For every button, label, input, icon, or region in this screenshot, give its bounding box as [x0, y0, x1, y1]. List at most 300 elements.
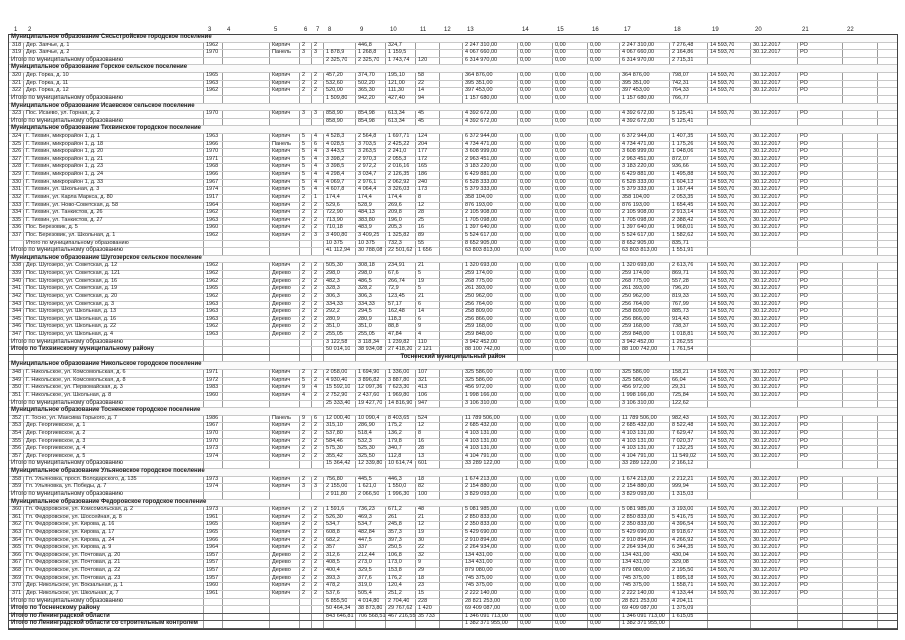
column-number: 12	[444, 27, 451, 33]
table-cell: 1 382 371 955,00	[465, 620, 508, 627]
table-cell: РО	[800, 506, 808, 513]
table-cell: 14 593,70	[710, 559, 735, 566]
table-cell: Г. Тихвин, микрорайон 1, д. 24	[26, 171, 104, 178]
table-cell: 15	[418, 589, 425, 596]
table-cell: 0,00	[590, 239, 601, 246]
table-cell: 478,2	[326, 582, 340, 589]
table-cell: 2	[314, 79, 318, 86]
table-cell: 14 593,70	[710, 589, 735, 596]
total-title: Итого по Тосненскому району	[11, 605, 100, 612]
table-cell: 1962	[206, 277, 219, 284]
table-cell: 350	[12, 384, 22, 391]
table-cell: 334,33	[326, 300, 343, 307]
table-cell: 30.12.2017	[753, 437, 781, 444]
table-cell: 2	[302, 201, 306, 208]
table-cell: 0,00	[555, 163, 566, 170]
table-cell: 1 315,03	[672, 490, 694, 497]
table-cell: 9	[302, 414, 306, 421]
table-cell: 30.12.2017	[753, 140, 781, 147]
table-cell: Кирпич	[272, 171, 291, 178]
table-cell: 30.12.2017	[753, 79, 781, 86]
table-cell: 298,0	[358, 270, 372, 277]
table-cell: 537,80	[326, 430, 343, 436]
table-cell: РО	[800, 369, 808, 376]
table-cell: 0,00	[590, 323, 601, 330]
table-cell: 5 416,75	[672, 513, 694, 520]
table-cell: 50 014,10	[326, 346, 351, 353]
column-number: 13	[467, 27, 474, 33]
table-cell: 0,00	[590, 338, 601, 345]
table-cell: 2	[314, 323, 318, 330]
table-cell: Пос. Шугозеро, ул. Школьная, д. 22	[26, 323, 117, 330]
section-title: Муниципальное образование Исаевское сельское поселение	[11, 102, 195, 109]
table-cell: 165	[418, 163, 428, 170]
table-cell: РО	[800, 41, 808, 48]
table-cell: 0,00	[555, 72, 566, 79]
table-cell: 2	[314, 300, 318, 307]
table-cell: 0,00	[590, 277, 601, 284]
table-cell: 2	[302, 521, 306, 528]
table-cell: 2 053,35	[672, 193, 694, 200]
table-cell: 175,2	[388, 422, 402, 429]
table-cell: 349	[12, 376, 22, 383]
table-cell: РО	[800, 270, 808, 277]
table-cell: 338	[12, 262, 22, 269]
table-cell: Дерево	[272, 551, 291, 558]
table-cell: 0,00	[590, 193, 601, 200]
table-cell: 30.12.2017	[753, 536, 781, 543]
table-cell: 0,00	[590, 422, 601, 429]
table-cell: 341	[12, 285, 22, 292]
table-cell: 0,00	[555, 41, 566, 48]
table-cell: 4 064,4	[358, 186, 377, 193]
table-cell: 2	[302, 544, 306, 551]
table-cell: 2 155,00	[326, 483, 348, 490]
table-cell: 9	[302, 384, 306, 391]
table-cell: 5 081 985,00	[465, 506, 498, 513]
table-cell: 319	[12, 49, 22, 56]
table-cell: 0,00	[520, 612, 531, 619]
table-cell: 3	[314, 110, 318, 117]
table-cell: 1962	[206, 323, 219, 330]
subtotal-title: Итого по муниципальному образованию	[11, 338, 124, 345]
table-cell: 3 942 452,00	[465, 338, 498, 345]
table-cell: 2 154 880,00	[465, 483, 498, 490]
table-cell: 347	[12, 331, 22, 337]
table-cell: 1965	[206, 72, 219, 79]
table-cell: 520,00	[326, 87, 343, 94]
table-cell: 1 159,5	[388, 49, 407, 56]
table-cell: 205,3	[388, 224, 402, 231]
table-cell: 357	[12, 452, 22, 459]
table-cell: 14 593,70	[710, 171, 735, 178]
table-cell: 456 972,00	[465, 384, 493, 391]
table-cell: 1961	[206, 513, 219, 520]
table-cell: РО	[800, 430, 808, 436]
table-cell: 329,5	[358, 567, 372, 574]
table-cell: Пос. Березовик, д. 5	[26, 224, 78, 231]
table-cell: 0,00	[590, 529, 601, 535]
table-cell: Гп. Федоровское, ул. Почтовая, д. 23	[26, 574, 121, 581]
table-cell: РО	[800, 536, 808, 543]
total-title: Итого по Ленинградской области	[11, 612, 110, 619]
table-cell: 0,00	[555, 285, 566, 292]
table-cell: 1 382 371 955,00	[622, 620, 665, 627]
table-cell: 0,00	[555, 513, 566, 520]
table-cell: Г. Тихвин, ул. Ново-Советская, д. 58	[26, 201, 119, 208]
table-cell: 1 968,01	[672, 224, 694, 231]
table-cell: Гп. Федоровское, ул. Почтовая, д. 21	[26, 559, 121, 566]
table-cell: Кирпич	[272, 430, 291, 436]
table-cell: 21	[418, 292, 425, 299]
table-cell: РО	[800, 483, 808, 490]
table-cell: 2	[314, 589, 318, 596]
table-cell: 1 325,82	[388, 232, 410, 238]
table-cell: 0,00	[590, 247, 601, 254]
table-cell: 30.12.2017	[753, 171, 781, 178]
table-cell: 0,00	[590, 490, 601, 497]
table-cell: 0,00	[590, 155, 601, 162]
table-cell: 0,00	[520, 239, 531, 246]
table-cell: 1964	[206, 544, 219, 551]
table-cell: 3 829 093,00	[622, 490, 655, 497]
table-cell: 876 193,00	[465, 201, 493, 208]
table-cell: 30.12.2017	[753, 292, 781, 299]
table-cell: 4	[314, 178, 318, 185]
table-cell: 2	[314, 559, 318, 566]
table-cell: Кирпич	[272, 133, 291, 139]
section-title: Муниципальное образование Ульяновское городское поселение	[11, 468, 205, 475]
table-cell: 30.12.2017	[753, 133, 781, 139]
subtotal-title: Итого по муниципальному образованию	[11, 56, 124, 63]
table-cell: 745 375,00	[465, 574, 493, 581]
table-cell: 2 913,14	[672, 209, 694, 216]
table-cell: 14 593,70	[710, 422, 735, 429]
table-cell: 383,80	[358, 216, 375, 223]
table-cell: 0,00	[520, 521, 531, 528]
table-cell: 0,00	[555, 582, 566, 589]
table-cell: 4 103 131,00	[465, 430, 498, 436]
table-cell: 351	[12, 391, 22, 398]
table-cell: 256 764,00	[622, 300, 650, 307]
table-cell: Кирпич	[272, 232, 291, 238]
table-cell: Г. Тихвин, микрорайон 1, д. 20	[26, 148, 104, 155]
table-cell: 0,00	[590, 133, 601, 139]
table-cell: 1 558,71	[672, 582, 694, 589]
table-cell: 0,00	[590, 430, 601, 436]
table-cell: 318	[12, 41, 22, 48]
table-cell: 2	[302, 270, 306, 277]
table-cell: 766,77	[672, 94, 689, 101]
table-cell: 2	[314, 391, 318, 398]
table-cell: 2	[302, 567, 306, 574]
table-cell: 14 593,70	[710, 582, 735, 589]
table-cell: 2	[314, 270, 318, 277]
column-number: 2	[28, 27, 32, 33]
table-cell: 351,0	[358, 323, 372, 330]
table-cell: 268 775,00	[465, 277, 493, 284]
table-cell: 835,71	[672, 239, 689, 246]
table-cell: 2 911,80	[326, 490, 348, 497]
table-cell: 2 715,31	[672, 56, 694, 63]
table-cell: Кирпич	[272, 87, 291, 94]
table-cell: 1972	[206, 376, 219, 383]
table-cell: 456 972,00	[622, 384, 650, 391]
table-cell: 6 372 944,00	[465, 133, 498, 139]
table-cell: 0,00	[590, 224, 601, 231]
table-cell: 110	[418, 338, 427, 345]
table-cell: 671,2	[388, 506, 402, 513]
table-cell: 363	[12, 529, 22, 535]
table-cell: 0,00	[520, 331, 531, 337]
table-cell: 1 895,18	[672, 574, 694, 581]
table-cell: 1963	[206, 331, 219, 337]
table-cell: 177	[418, 148, 428, 155]
table-cell: 328	[12, 163, 22, 170]
table-cell: 14 593,70	[710, 574, 735, 581]
table-cell: 228	[418, 597, 428, 604]
table-cell: 2 970,3	[358, 155, 377, 162]
table-cell: 30.12.2017	[753, 209, 781, 216]
table-cell: 10 614,74	[388, 460, 413, 467]
table-cell: Кирпич	[272, 79, 291, 86]
table-cell: 4 014,80	[358, 597, 380, 604]
table-cell: 0,00	[590, 460, 601, 467]
total-title: Итого по Ленинградской области со строительным контролем	[11, 620, 198, 627]
table-cell: 2 247 310,00	[465, 41, 498, 48]
table-cell: 0,00	[520, 346, 531, 353]
table-cell: 45	[418, 110, 425, 117]
subtotal-title: Итого по муниципальному образованию	[11, 490, 124, 497]
table-cell: 0,00	[555, 193, 566, 200]
table-cell: 1 346 091 713,00	[465, 612, 508, 619]
table-cell: 2 910 894,00	[622, 536, 655, 543]
table-cell: 1983	[206, 384, 219, 391]
table-cell: 2	[302, 475, 306, 482]
table-cell: Г. Тихвин, микрорайон 1, д. 23	[26, 163, 104, 170]
table-cell: 14 593,70	[710, 567, 735, 574]
table-cell: 0,00	[520, 384, 531, 391]
table-cell: Дерево	[272, 292, 291, 299]
table-cell: 1 604,13	[672, 178, 694, 185]
table-cell: РО	[800, 445, 808, 452]
table-cell: 1 878,9	[326, 49, 345, 56]
table-cell: 756,80	[326, 475, 343, 482]
table-cell: 3 942 452,00	[622, 338, 655, 345]
table-cell: 0,00	[590, 110, 601, 117]
table-cell: 12	[418, 422, 425, 429]
table-cell: 30.12.2017	[753, 414, 781, 421]
table-cell: 2	[314, 445, 318, 452]
table-cell: РО	[800, 475, 808, 482]
table-cell: 613,34	[388, 110, 405, 117]
table-cell: 0,00	[520, 133, 531, 139]
table-cell: 4 103 131,00	[622, 430, 655, 436]
table-cell: 2 105 908,00	[622, 209, 655, 216]
table-cell: 0,00	[520, 445, 531, 452]
table-cell: 2	[314, 201, 318, 208]
table-cell: 14 593,70	[710, 224, 735, 231]
table-cell: 174,4	[358, 193, 372, 200]
table-cell: 0,00	[555, 262, 566, 269]
table-cell: 328,3	[326, 285, 340, 292]
table-cell: 63 803 813,00	[465, 247, 501, 254]
table-cell: 1 018,81	[672, 331, 694, 337]
table-cell: 0,00	[555, 414, 566, 421]
table-cell: 3 398,5	[326, 163, 345, 170]
table-cell: Дер. Никольское, ул. Вокзальная, д. 1	[26, 582, 124, 589]
table-cell: Пос. Шугозеро, ул. Советская, д. 3	[26, 300, 114, 307]
table-cell: РО	[800, 589, 808, 596]
table-cell: 2	[302, 72, 306, 79]
table-cell: 397,3	[388, 536, 402, 543]
table-cell: 172	[418, 155, 428, 162]
table-cell: 18	[418, 475, 425, 482]
table-cell: 1962	[206, 262, 219, 269]
table-cell: Кирпич	[272, 155, 291, 162]
table-cell: 14 593,70	[710, 178, 735, 185]
table-cell: Гп. Федоровское, ул. Кирова, д. 16	[26, 521, 115, 528]
table-cell: 0,00	[590, 399, 601, 406]
table-cell: 256 866,00	[622, 315, 650, 322]
table-cell: 2	[314, 285, 318, 292]
table-cell: 2	[314, 422, 318, 429]
table-cell: 2 222 140,00	[465, 589, 498, 596]
table-cell: 325,50	[358, 452, 375, 459]
table-cell: 312,6	[326, 551, 340, 558]
table-cell: 0,00	[520, 338, 531, 345]
table-cell: 14 593,70	[710, 300, 735, 307]
table-cell: 195,10	[388, 72, 405, 79]
section-title: Муниципальное образование Никольское городское поселение	[11, 361, 202, 368]
table-cell: 315,10	[326, 422, 343, 429]
table-cell: 2 910 894,00	[465, 536, 498, 543]
table-cell: 2	[302, 315, 306, 322]
table-cell: 0,00	[590, 483, 601, 490]
table-cell: 8 522,48	[672, 422, 694, 429]
table-cell: 2	[302, 79, 306, 86]
table-cell: 4	[314, 133, 318, 139]
table-cell: Кирпич	[272, 536, 291, 543]
table-cell: 30.12.2017	[753, 285, 781, 292]
table-cell: 1973	[206, 475, 219, 482]
table-cell: Кирпич	[272, 422, 291, 429]
table-cell: 736,23	[358, 506, 375, 513]
table-row	[9, 233, 897, 241]
table-cell: 0,00	[555, 209, 566, 216]
table-cell: 30.12.2017	[753, 323, 781, 330]
table-cell: 2 066,50	[358, 490, 380, 497]
table-cell: 5 379 333,00	[465, 186, 498, 193]
section-title: Муниципальное образование Тосненское городское поселение	[11, 407, 201, 414]
table-cell: 2	[314, 544, 318, 551]
table-cell: Дерево	[272, 323, 291, 330]
district-title: Тосненский муниципальный район	[400, 353, 506, 360]
table-cell: 30.12.2017	[753, 110, 781, 117]
table-cell: 14 593,70	[710, 391, 735, 398]
table-cell: 0,00	[520, 544, 531, 551]
table-cell: 0,00	[555, 620, 566, 627]
table-cell: 0,00	[520, 209, 531, 216]
table-cell: 0,00	[590, 567, 601, 574]
table-cell: 342	[12, 292, 22, 299]
table-cell: 0,00	[520, 270, 531, 277]
table-cell: 397 453,00	[622, 87, 650, 94]
table-cell: 14 593,70	[710, 87, 735, 94]
table-cell: РО	[800, 331, 808, 337]
table-cell: 0,00	[590, 41, 601, 48]
table-cell: 5 524 617,00	[465, 232, 498, 238]
table-cell: 14 593,70	[710, 193, 735, 200]
table-cell: 4 528,3	[326, 133, 345, 139]
table-cell: Дерево	[272, 277, 291, 284]
table-cell: 1974	[206, 483, 219, 490]
table-cell: 725,84	[672, 391, 689, 398]
table-cell: 14 593,70	[710, 216, 735, 223]
table-cell: 0,00	[520, 529, 531, 535]
table-cell: 33 289 122,00	[465, 460, 501, 467]
table-row	[9, 111, 897, 119]
table-cell: 2	[314, 582, 318, 589]
total-title: Итого по Тихвинскому муниципальному району	[11, 346, 154, 353]
table-cell: 2	[314, 369, 318, 376]
table-cell: 204	[418, 140, 428, 147]
table-cell: 345	[12, 315, 22, 322]
section-title: Муниципальное образование Сясьстройское городское поселение	[11, 34, 212, 40]
table-cell: 321	[418, 376, 428, 383]
table-cell: 179,8	[388, 437, 402, 444]
table-cell: 30.12.2017	[753, 87, 781, 94]
table-cell: 325 586,00	[465, 369, 493, 376]
table-cell: 5 429 690,00	[622, 529, 655, 535]
table-cell: 30.12.2017	[753, 559, 781, 566]
table-cell: 4 392 672,00	[622, 117, 655, 124]
table-cell: 0,00	[590, 315, 601, 322]
table-cell: 0,00	[555, 452, 566, 459]
table-cell: 30.12.2017	[753, 270, 781, 277]
table-cell: 4	[314, 155, 318, 162]
table-cell: Дерево	[272, 308, 291, 315]
table-cell: 4 069,7	[326, 178, 345, 185]
table-cell: 534,7	[326, 521, 340, 528]
table-cell: 1957	[206, 567, 219, 574]
table-cell: 3 443,5	[326, 148, 345, 155]
table-cell: 256 764,00	[465, 300, 493, 307]
table-cell: 2	[314, 308, 318, 315]
table-cell: Дерево	[272, 315, 291, 322]
table-cell: 1963	[206, 216, 219, 223]
table-cell: 1960	[206, 582, 219, 589]
table-cell: 0,00	[555, 270, 566, 277]
table-cell: 0,00	[555, 94, 566, 101]
table-cell: 0,00	[590, 559, 601, 566]
table-cell: 3 263,5	[358, 148, 377, 155]
column-number: 9	[360, 27, 364, 33]
table-cell: 30.12.2017	[753, 49, 781, 56]
table-cell: Г. Тосно, ул. Максима Горького, д. 7	[26, 414, 117, 421]
table-cell: 0,00	[520, 148, 531, 155]
table-cell: 4	[314, 171, 318, 178]
table-cell: Панель	[272, 140, 292, 147]
table-cell: 2 325,70	[358, 56, 380, 63]
table-cell: РО	[800, 262, 808, 269]
table-cell: 2	[302, 437, 306, 444]
table-cell: 486,5	[358, 277, 372, 284]
table-cell: 2	[302, 551, 306, 558]
table-cell: 69 409 087,00	[465, 605, 501, 612]
table-cell: 6 429 881,00	[465, 171, 498, 178]
table-cell: 259 848,00	[465, 331, 493, 337]
